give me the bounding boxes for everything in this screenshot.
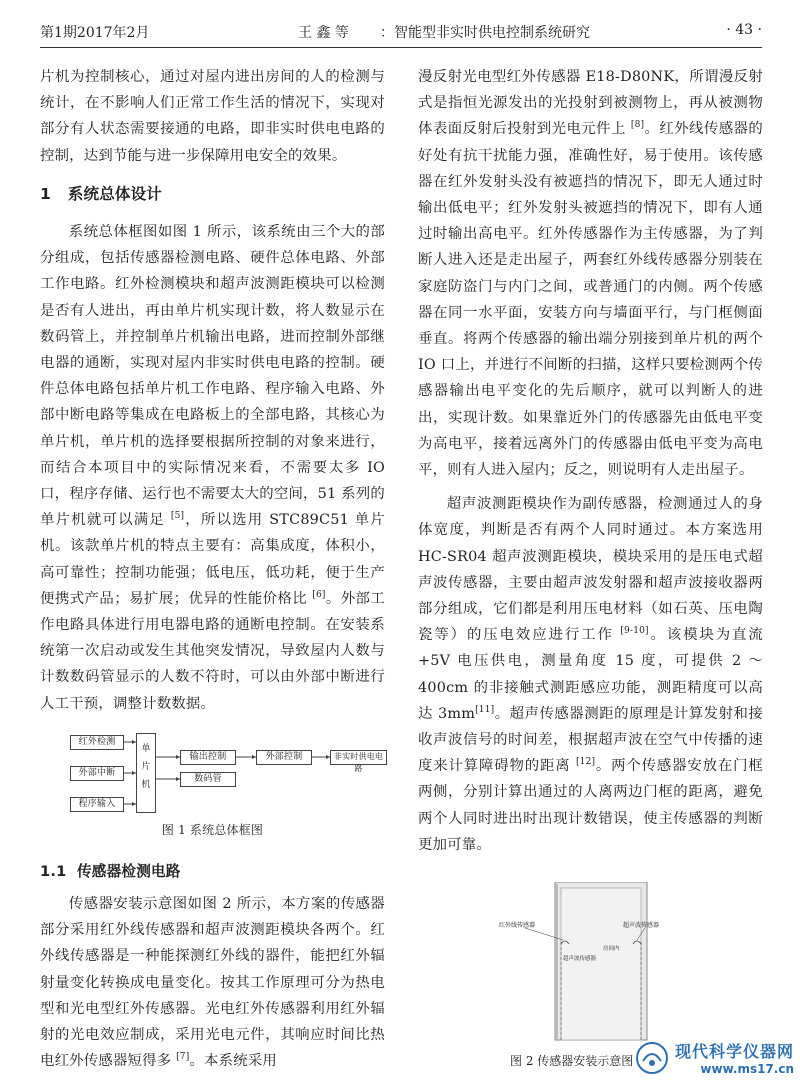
text-run: 。红外线传感器的好处有抗干扰能力强，准确性好，易于使用。该传感器在红外发射头没有被遮挡的情况下，即无人通过时输出低电平；红外发射头被遮挡的情况下，即有人通过时输出高电平。红外传感器作为主传感器，为了判断人进入还是走出屋子，两套红外线传感器分别装在家庭防盗门与内门之间，或普通门的内侧。两个传感器在同一水平面，安装方向与墙面平行，与门框侧面垂直。将两个传感器的输出端分别接到单片机的两个 IO 口上，并进行不间断的扫描，这样只要检测两个传感器输出电平变化的先后顺序，就可以判断人的进出，实现计数。如果靠近外门的传感器先由低电平变为高电平，接着远离外门的传感器由低电平变为高电平，则有人进入屋内；反之，则说明有人走出屋子。 <box>418 121 763 479</box>
citation: [11] <box>475 705 495 716</box>
subsection-title: 传感器检测电路 <box>77 862 181 880</box>
citation: [5] <box>170 511 185 522</box>
room-label: 房间内 <box>603 946 620 952</box>
text-run: 。本系统采用 <box>189 1053 277 1070</box>
page-number: · 43 · <box>726 22 762 38</box>
right-column <box>418 64 763 858</box>
text-run: 。该模块为直流 +5V 电压供电，测量角度 15 度，可提供 2 ～ 400cm 的非接触式测距感应功能，测距精度可以高达 3mm <box>418 627 763 722</box>
paragraph-ultrasonic <box>418 491 763 858</box>
paragraph-intro-cont: 片机为控制核心，通过对屋内进出房间的人的检测与统计，在不影响人们正常工作生活的情况下，实现对部分有人状态需要接通的电路，即非实时供电电路的控制，达到节能与进一步保障用电安全的效果。 <box>40 69 385 164</box>
box-external-control: 外部控制 <box>256 750 312 765</box>
box-program-input: 程序输入 <box>70 797 124 812</box>
paragraph-system-design <box>40 219 385 717</box>
citation: [7] <box>176 1052 190 1063</box>
text-run: 超声波测距模块作为副传感器，检测通过人的身体宽度，判断是否有两个人同时通过。本方案选用 HC-SR04 超声波测距模块，模块采用的是压电式超声波传感器，主要由超声波发射器和超声波接收器两部分组成，它们都是利用压电材料（如石英、压电陶瓷等）的压电效应进行工作 <box>418 496 763 644</box>
text-run: 传感器安装示意图如图 2 所示，本方案的传感器部分采用红外线传感器和超声波测距模块各两个。红外线传感器是一种能探测红外线的器件，能把红外辐射量变化转换成电量变化。按其工作原理可分为热电型和光电型红外传感器。光电红外传感器利用红外辐射的光电效应制成，采用光电元件，其响应时间比热电红外传感器短得多 <box>40 896 385 1070</box>
section-heading <box>40 181 385 207</box>
text-run: 系统总体框图如图 1 所示，该系统由三个大的部分组成，包括传感器检测电路、硬件总体电路、外部工作电路。红外检测模块和超声波测距模块可以检测是否有人进出，再由单片机实现计数，将人数显示在数码管上，并控制单片机输出电路，进而控制外部继电器的通断，实现对屋内非实时供电电路的控制。硬件总体电路包括单片机工作电路、程序输入电路、外部中断电路等集成在电路板上的全部电路，其核心为单片机，单片机的选择要根据所控制的对象来进行，而结合本项目中的实际情况来看，不需要太多 IO 口，程序存储、运行也不需要太大的空间，51 系列的单片机就可以满足 <box>40 224 385 529</box>
box-ext-interrupt: 外部中断 <box>70 766 124 781</box>
running-header <box>40 22 762 48</box>
box-mcu <box>136 733 156 813</box>
box-7seg-display: 数码管 <box>180 772 236 787</box>
text-run: ，所以选用 STC89C51 单片机。该款单片机的特点主要有：高集成度，体积小，高可靠性；控制功能强；低电压，低功耗，便于生产便携式产品；易扩展；优异的性能价格比 <box>40 512 385 607</box>
watermark-logo-icon <box>635 1041 669 1075</box>
header-rule <box>40 47 762 48</box>
figure-2-caption: 图 2 传感器安装示意图 <box>510 1054 634 1068</box>
box-output-control: 输出控制 <box>180 750 236 765</box>
citation: [12] <box>575 757 596 768</box>
watermark <box>635 1039 794 1076</box>
box-nonrealtime-circuit: 非实时供电电路 <box>330 750 387 765</box>
figure-1-block-diagram <box>40 731 385 819</box>
us-sensor-label-inner: 超声波传感器 <box>563 956 597 962</box>
text-run: 。两个传感器安放在门框两侧，分别计算出通过的人离两边门框的距离，避免两个人同时进出时出现计数错误，使主传感器的判断更加可靠。 <box>418 758 763 853</box>
door-frame-drawing <box>505 882 665 1042</box>
figure-2-sensor-install <box>499 882 665 1042</box>
watermark-url[interactable]: www.ms17.cn <box>700 1062 794 1076</box>
text-run: 。超声传感器测距的原理是计算发射和接收声波信号的时间差，根据超声波在空气中传播的速度来计算障碍物的距离 <box>418 705 763 775</box>
us-sensor-label: 超声波传感器 <box>623 922 660 929</box>
text-run: 。外部工作电路具体进行用电器电路的通断电控制。在安装系统第一次启动或发生其他突发情况，导致屋内人数与计数数码管显示的人数不符时，可以由外部中断进行人工干预，调整计数数据。 <box>40 590 385 712</box>
section-number: 1 <box>40 184 51 203</box>
mcu-char: 单 <box>141 743 151 754</box>
citation: [9-10] <box>620 626 649 637</box>
subsection-heading <box>40 859 385 885</box>
section-title: 系统总体设计 <box>67 184 162 203</box>
box-ir-detect: 红外检测 <box>70 735 124 750</box>
journal-issue: 第1期2017年2月 <box>40 25 150 41</box>
mcu-char: 片 <box>141 761 151 772</box>
left-column <box>40 64 385 1075</box>
paragraph-sensor-circuit <box>40 891 385 1074</box>
citation: [6] <box>312 590 326 601</box>
text-run: 漫反射光电型红外传感器 E18-D80NK，所谓漫反射式是指恒光源发出的光投射到被测物上，再从被测物体表面反射后投射到光电元件上 <box>418 69 763 138</box>
mcu-char: 机 <box>141 779 151 790</box>
header-title: ：智能型非实时供电控制系统研究 <box>380 25 590 41</box>
watermark-title: 现代科学仪器网 <box>674 1042 794 1061</box>
ir-sensor-label: 红外线传感器 <box>499 922 536 929</box>
header-author: 王 鑫 等 <box>298 25 349 41</box>
citation: [8] <box>630 120 645 131</box>
paragraph-ir-sensor <box>418 64 763 483</box>
subsection-number: 1.1 <box>40 862 67 880</box>
figure-1-caption: 图 1 系统总体框图 <box>161 822 264 837</box>
